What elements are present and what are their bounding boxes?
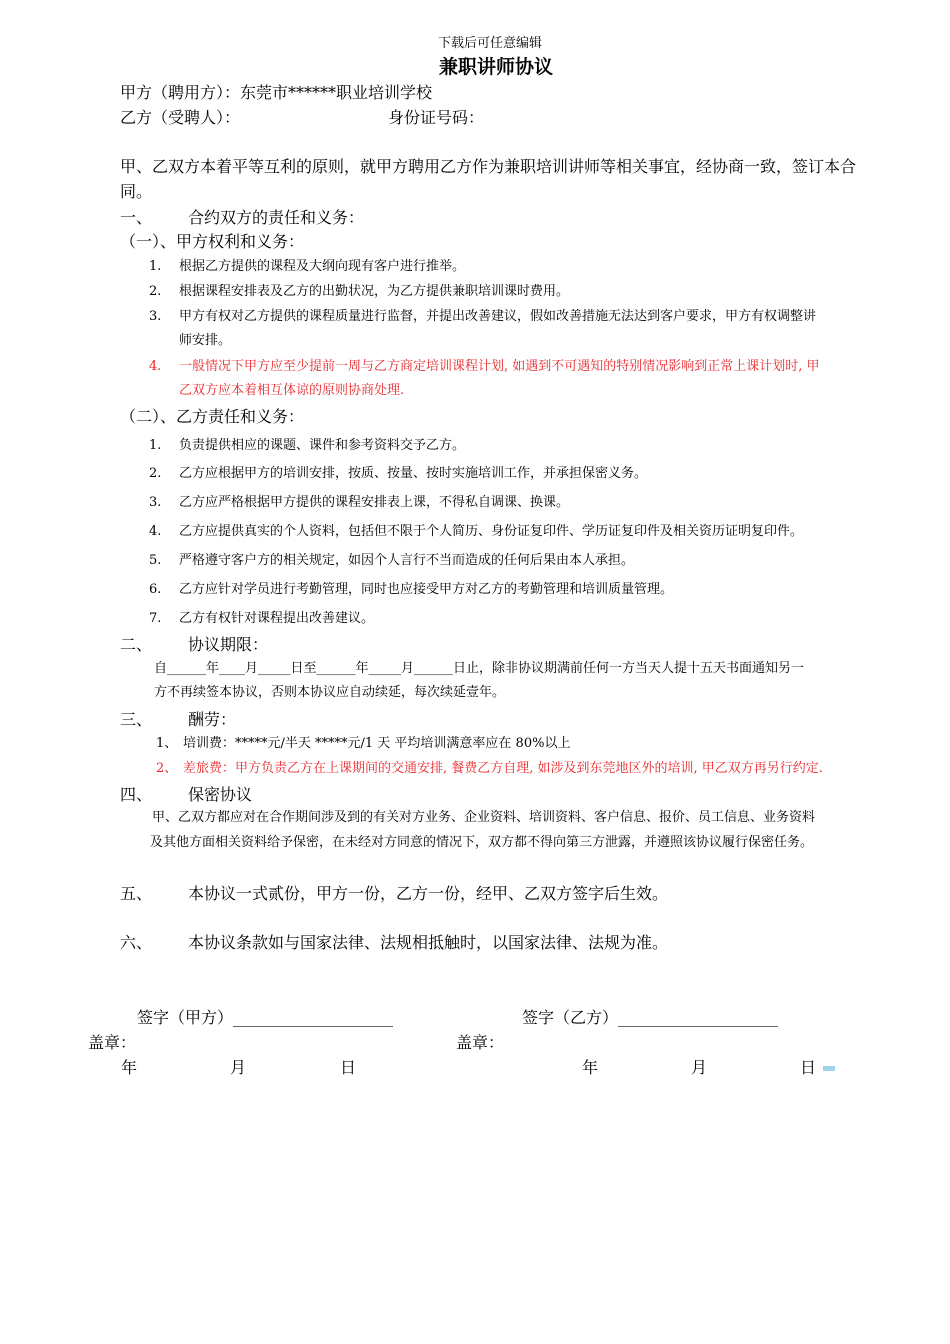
party-a: 甲方（聘用方）：东莞市******职业培训学校 (120, 83, 433, 102)
fee-item-1-number: 1、 (156, 736, 178, 751)
subsection-party-a: （一）、甲方权利和义务： (120, 232, 305, 251)
term-line-2: 方不再续签本协议，否则本协议应自动续延，每次续延壹年。 (154, 685, 506, 700)
clause-b7-number: 7. (149, 611, 162, 626)
intro-line-1: 甲、乙双方本着平等互利的原则，就甲方聘用乙方作为兼职培训讲师等相关事宜，经协商一致，签订本合 (120, 157, 857, 176)
section-1-number: 一、 (120, 208, 153, 227)
clause-b6-number: 6. (149, 582, 162, 597)
confidentiality-line-2: 及其他方面相关资料给予保密，在未经对方同意的情况下，双方都不得向第三方泄露，并遵照该协议履行保密任务。 (150, 835, 814, 850)
party-b: 乙方（受聘人）： (120, 108, 241, 127)
date-b-year: 年 (582, 1058, 599, 1077)
clause-a2: 根据课程安排表及乙方的出勤状况，为乙方提供兼职培训课时费用。 (179, 284, 570, 299)
section-6-text: 本协议条款如与国家法律、法规相抵触时，以国家法律、法规为准。 (188, 933, 669, 952)
clause-b1: 负责提供相应的课题、课件和参考资料交予乙方。 (179, 438, 466, 453)
clause-a3-line-1: 甲方有权对乙方提供的课程质量进行监督，并提出改善建议，假如改善措施无法达到客户要求，甲方有权调整讲 (179, 309, 817, 324)
clause-b5-number: 5. (149, 553, 162, 568)
clause-b6: 乙方应针对学员进行考勤管理，同时也应接受甲方对乙方的考勤管理和培训质量管理。 (179, 582, 674, 597)
fee-item-2: 差旅费：甲方负责乙方在上课期间的交通安排, 餐费乙方自理, 如涉及到东莞地区外的培训, 甲乙双方再另行约定. (183, 761, 823, 776)
section-3-title: 酬劳： (188, 710, 237, 729)
section-5-number: 五、 (120, 884, 153, 903)
clause-b3: 乙方应严格根据甲方提供的课程安排表上课，不得私自调课、换课。 (179, 495, 570, 510)
subsection-party-b: （二）、乙方责任和义务： (120, 407, 305, 426)
clause-b2: 乙方应根据甲方的培训安排，按质、按量、按时实施培训工作，并承担保密义务。 (179, 466, 648, 481)
text-cursor-highlight (823, 1066, 835, 1071)
section-2-title: 协议期限： (188, 635, 269, 654)
id-number-label: 身份证号码： (388, 108, 485, 127)
clause-b2-number: 2. (149, 466, 162, 481)
term-line-1: 自______年____月_____日至______年_____月______日止，除非协议期满前任何一方当天人提十五天书面通知另一 (154, 661, 805, 676)
seal-party-b: 盖章： (456, 1033, 505, 1052)
seal-party-a: 盖章： (88, 1033, 137, 1052)
fee-item-1: 培训费：*****元/半天 *****元/1 天 平均培训满意率应在 80%以上 (183, 736, 571, 751)
clause-b7: 乙方有权针对课程提出改善建议。 (179, 611, 375, 626)
clause-b4: 乙方应提供真实的个人资料，包括但不限于个人简历、身份证复印件、学历证复印件及相关资历证明复印件。 (179, 524, 804, 539)
date-a-day: 日 (340, 1058, 357, 1077)
confidentiality-line-1: 甲、乙双方都应对在合作期间涉及到的有关对方业务、企业资料、培训资料、客户信息、报价、员工信息、业务资料 (152, 810, 816, 825)
clause-a1-number: 1. (149, 259, 162, 274)
document-title: 兼职讲师协议 (439, 56, 554, 78)
clause-a4-line-1: 一般情况下甲方应至少提前一周与乙方商定培训课程计划, 如遇到不可遇知的特别情况影响到正常上课计划时, 甲 (179, 359, 820, 374)
clause-b3-number: 3. (149, 495, 162, 510)
date-a-year: 年 (121, 1058, 138, 1077)
section-3-number: 三、 (120, 710, 153, 729)
clause-a3-number: 3. (149, 309, 162, 324)
date-a-month: 月 (230, 1058, 247, 1077)
clause-a2-number: 2. (149, 284, 162, 299)
signature-party-b: 签字（乙方）____________________ (522, 1008, 779, 1027)
clause-a4-number: 4. (149, 359, 162, 374)
fee-item-2-number: 2、 (156, 761, 178, 776)
date-b-day: 日 (800, 1058, 817, 1077)
intro-line-2: 同。 (120, 182, 153, 201)
section-4-title: 保密协议 (188, 785, 253, 804)
clause-a4-line-2: 乙双方应本着相互体谅的原则协商处理. (179, 383, 405, 398)
clause-b1-number: 1. (149, 438, 162, 453)
clause-a3-line-2: 师安排。 (179, 333, 232, 348)
signature-party-a: 签字（甲方）____________________ (137, 1008, 394, 1027)
header-note: 下载后可任意编辑 (438, 36, 543, 51)
section-4-number: 四、 (120, 785, 153, 804)
section-2-number: 二、 (120, 635, 153, 654)
clause-a1: 根据乙方提供的课程及大纲向现有客户进行推举。 (179, 259, 466, 274)
section-5-text: 本协议一式贰份，甲方一份，乙方一份，经甲、乙双方签字后生效。 (188, 884, 669, 903)
date-b-month: 月 (691, 1058, 708, 1077)
section-1-title: 合约双方的责任和义务： (188, 208, 365, 227)
clause-b5: 严格遵守客户方的相关规定，如因个人言行不当而造成的任何后果由本人承担。 (179, 553, 635, 568)
section-6-number: 六、 (120, 933, 153, 952)
clause-b4-number: 4. (149, 524, 162, 539)
